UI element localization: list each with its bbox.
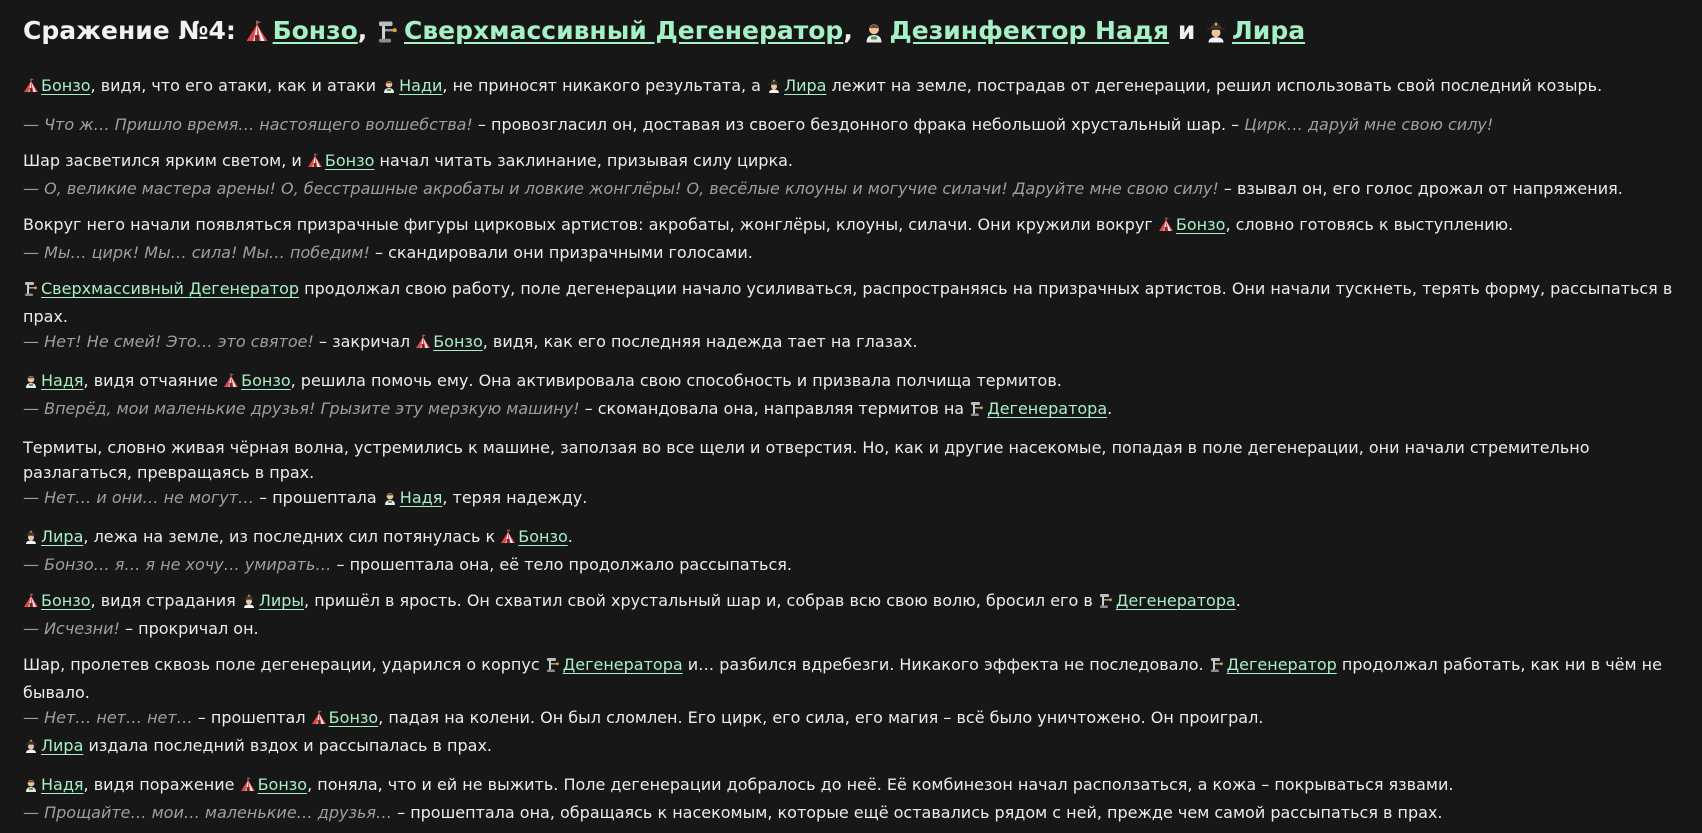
speech-text: — О, великие мастера арены! О, бесстрашные акробаты и ловкие жонглёры! О, весёлые клоуны и могучие силачи! Даруйте мне свою силу! — [23, 179, 1219, 198]
story-line — [23, 368, 1680, 396]
wizard-icon — [23, 736, 39, 761]
narration-text: – скомандовала она, направляя термитов на — [579, 399, 970, 418]
story-line — [23, 396, 1680, 424]
narration-text: , видя, как его последняя надежда тает на глазах. — [482, 332, 918, 351]
circus-tent-icon — [500, 527, 516, 552]
link-degenerator[interactable]: Дегенератора — [1115, 591, 1236, 610]
exterminator-icon — [382, 488, 398, 513]
narration-text: – провозгласил он, доставая из своего бездонного фрака небольшой хрустальный шар. – — [472, 115, 1245, 134]
title-separator: , — [843, 16, 862, 45]
story-line — [23, 212, 1680, 240]
narration-text: – прошептал — [192, 708, 311, 727]
narration-text: – скандировали они призрачными голосами. — [369, 243, 753, 262]
circus-tent-icon — [240, 775, 256, 800]
speech-text: Цирк… даруй мне свою силу! — [1244, 115, 1494, 134]
story-line — [23, 276, 1680, 329]
robot-machine-icon — [376, 19, 400, 53]
link-bonzo[interactable]: Бонзо — [257, 775, 308, 794]
link-lira[interactable]: Лиры — [258, 591, 305, 610]
wizard-icon — [241, 591, 257, 616]
link-bonzo[interactable]: Бонзо — [518, 527, 568, 546]
speech-text: — Нет… нет… нет… — [23, 708, 193, 727]
narration-text: . — [567, 527, 573, 546]
robot-machine-icon — [1209, 655, 1225, 680]
title-link-bonzo[interactable]: Бонзо — [272, 16, 358, 45]
wizard-icon — [23, 527, 39, 552]
robot-machine-icon — [969, 399, 985, 424]
narration-text: и… разбился вдребезги. Никакого эффекта не последовало. — [682, 655, 1209, 674]
wizard-icon — [1204, 19, 1228, 53]
link-lira[interactable]: Лира — [41, 527, 84, 546]
circus-tent-icon — [23, 76, 39, 101]
link-nadya[interactable]: Надя — [41, 775, 84, 794]
link-lira[interactable]: Лира — [41, 736, 84, 755]
narration-text: , видя поражение — [83, 775, 240, 794]
link-degenerator[interactable]: Сверхмассивный Дегенератор — [41, 279, 300, 298]
circus-tent-icon — [311, 708, 327, 733]
story-paragraph — [23, 368, 1680, 424]
story-line — [23, 485, 1680, 513]
circus-tent-icon — [23, 591, 39, 616]
story-line — [23, 552, 1680, 577]
story-paragraph — [23, 148, 1680, 201]
title-link-degenerator[interactable]: Сверхмассивный Дегенератор — [404, 16, 844, 45]
speech-text: — Бонзо… я… я не хочу… умирать… — [23, 555, 332, 574]
narration-text: лежит на земле, пострадав от дегенерации, решил использовать свой последний козырь. — [826, 76, 1603, 95]
narration-text: , поняла, что и ей не выжить. Поле дегенерации добралось до неё. Её комбинезон начал расползаться, а кожа – покрываться язвами. — [307, 775, 1454, 794]
narration-text: продолжал свою работу, поле дегенерации начало усиливаться, распространяясь на призрачных артистов. Они начали тускнеть, терять форму, рассыпаться в прах. — [23, 279, 1673, 326]
speech-text: — Исчезни! — [23, 619, 120, 638]
narration-text: Шар засветился ярким светом, и — [23, 151, 307, 170]
speech-text: — Мы… цирк! Мы… сила! Мы… победим! — [23, 243, 370, 262]
title-conjunction: и — [1169, 16, 1205, 45]
narration-text: . — [1235, 591, 1241, 610]
exterminator-icon — [381, 76, 397, 101]
link-nadya[interactable]: Надя — [399, 488, 443, 507]
narration-text: – прокричал он. — [119, 619, 259, 638]
narration-text: , словно готовясь к выступлению. — [1225, 215, 1514, 234]
speech-text: — Нет! Не смей! Это… это святое! — [23, 332, 314, 351]
narration-text: Термиты, словно живая чёрная волна, устремились к машине, заползая во все щели и отверстия. Но, как и другие насекомые, попадая в поле дегенерации, они начали стремительно разлагаться, превращаясь в прах. — [23, 438, 1590, 482]
speech-text: — Что ж… Пришло время… настоящего волшебства! — [23, 115, 473, 134]
story-paragraph — [23, 212, 1680, 265]
page-title — [23, 14, 1680, 53]
link-bonzo[interactable]: Бонзо — [328, 708, 379, 727]
story-paragraph — [23, 772, 1680, 825]
story-line — [23, 588, 1680, 616]
story-line — [23, 772, 1680, 800]
title-link-lira[interactable]: Лира — [1232, 16, 1306, 45]
story-line — [23, 148, 1680, 176]
story-paragraph — [23, 435, 1680, 513]
link-lira[interactable]: Лира — [784, 76, 827, 95]
link-nadya[interactable]: Нади — [399, 76, 443, 95]
story-line — [23, 652, 1680, 705]
title-link-nadya[interactable]: Дезинфектор Надя — [889, 16, 1170, 45]
story-line — [23, 524, 1680, 552]
exterminator-icon — [23, 371, 39, 396]
narration-text: начал читать заклинание, призывая силу цирка. — [374, 151, 793, 170]
narration-text: – взывал он, его голос дрожал от напряжения. — [1218, 179, 1623, 198]
story-paragraph — [23, 276, 1680, 357]
narration-text: , видя страдания — [90, 591, 241, 610]
story-line — [23, 800, 1680, 825]
narration-text: продолжал работать, как ни в чём не бывало. — [23, 655, 1662, 702]
link-bonzo[interactable]: Бонзо — [41, 76, 91, 95]
story-line — [23, 705, 1680, 733]
link-degenerator[interactable]: Дегенератора — [562, 655, 683, 674]
circus-tent-icon — [307, 151, 323, 176]
story-line — [23, 112, 1680, 137]
circus-tent-icon — [245, 19, 269, 53]
story-line — [23, 176, 1680, 201]
story-body — [23, 73, 1680, 825]
speech-text: — Вперёд, мои маленькие друзья! Грызите эту мерзкую машину! — [23, 399, 580, 418]
robot-machine-icon — [23, 279, 39, 304]
speech-text: — Нет… и они… не могут… — [23, 488, 255, 507]
narration-text: – закричал — [313, 332, 416, 351]
narration-text: – прошептала — [254, 488, 382, 507]
narration-text: , не приносят никакого результата, а — [442, 76, 767, 95]
narration-text: – прошептала она, её тело продолжало рассыпаться. — [331, 555, 792, 574]
robot-machine-icon — [1098, 591, 1114, 616]
narration-text: , лежа на земле, из последних сил потянулась к — [83, 527, 501, 546]
link-bonzo[interactable]: Бонзо — [241, 371, 291, 390]
story-line — [23, 73, 1680, 101]
link-bonzo[interactable]: Бонзо — [433, 332, 483, 351]
link-bonzo[interactable]: Бонзо — [1175, 215, 1226, 234]
narration-text: , видя, что его атаки, как и атаки — [90, 76, 382, 95]
narration-text: издала последний вздох и рассыпалась в прах. — [83, 736, 493, 755]
story-paragraph — [23, 112, 1680, 137]
circus-tent-icon — [415, 332, 431, 357]
narration-text: , падая на колени. Он был сломлен. Его цирк, его сила, его магия – всё было уничтожено. Он проиграл. — [378, 708, 1264, 727]
narration-text: Вокруг него начали появляться призрачные фигуры цирковых артистов: акробаты, жонглёры, клоуны, силачи. Они кружили вокруг — [23, 215, 1158, 234]
narration-text: , видя отчаяние — [83, 371, 224, 390]
link-nadya[interactable]: Надя — [41, 371, 84, 390]
story-line — [23, 329, 1680, 357]
story-line — [23, 616, 1680, 641]
narration-text: – прошептала она, обращаясь к насекомым, которые ещё оставались рядом с ней, прежде чем самой рассыпаться в прах. — [392, 803, 1443, 822]
exterminator-icon — [23, 775, 39, 800]
link-degenerator[interactable]: Дегенератора — [987, 399, 1108, 418]
link-bonzo[interactable]: Бонзо — [41, 591, 91, 610]
wizard-icon — [766, 76, 782, 101]
story-paragraph — [23, 524, 1680, 577]
title-prefix: Сражение №4: — [23, 16, 245, 45]
narration-text: . — [1107, 399, 1113, 418]
exterminator-icon — [862, 19, 886, 53]
narration-text: , пришёл в ярость. Он схватил свой хрустальный шар и, собрав всю свою волю, бросил его в — [304, 591, 1098, 610]
link-bonzo[interactable]: Бонзо — [324, 151, 375, 170]
robot-machine-icon — [545, 655, 561, 680]
narration-text: , теряя надежду. — [442, 488, 588, 507]
narration-text: , решила помочь ему. Она активировала свою способность и призвала полчища термитов. — [290, 371, 1062, 390]
story-line — [23, 435, 1680, 485]
story-line — [23, 240, 1680, 265]
circus-tent-icon — [223, 371, 239, 396]
title-separator: , — [357, 16, 376, 45]
story-paragraph — [23, 652, 1680, 761]
circus-tent-icon — [1158, 215, 1174, 240]
narration-text: Шар, пролетев сквозь поле дегенерации, ударился о корпус — [23, 655, 545, 674]
story-paragraph — [23, 588, 1680, 641]
story-paragraph — [23, 73, 1680, 101]
speech-text: — Прощайте… мои… маленькие… друзья… — [23, 803, 393, 822]
link-degenerator[interactable]: Дегенератор — [1226, 655, 1337, 674]
story-line — [23, 733, 1680, 761]
